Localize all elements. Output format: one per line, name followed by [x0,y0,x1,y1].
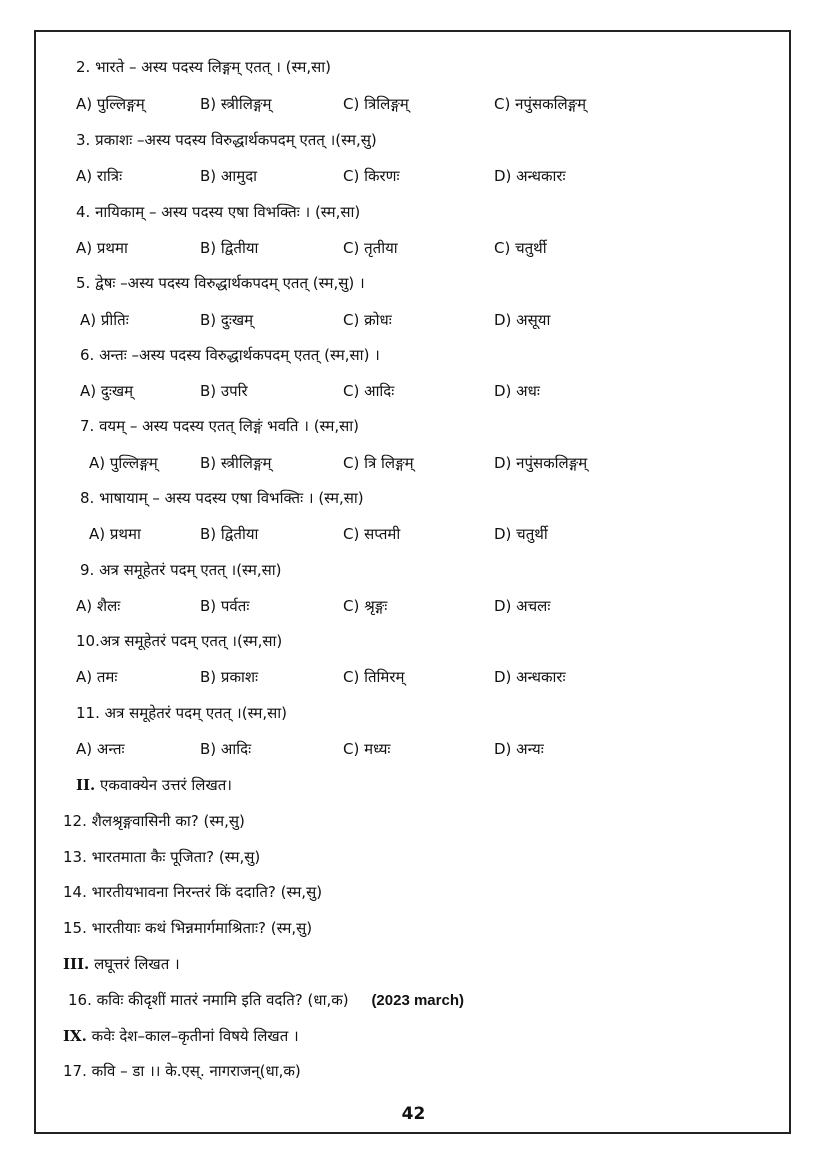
question-10: 10.अत्र समूहेतरं पदम् एतत् ।(स्म,सा) [76,632,283,650]
page-number: 42 [401,1104,426,1124]
q3-option-a: A) रात्रिः [76,167,123,185]
section-2-heading [76,775,232,795]
q9-option-a: A) शैलः [76,597,121,615]
q5-option-c: C) क्रोधः [343,311,392,329]
q8-option-a: A) प्रथमा [89,525,141,543]
q6-option-d: D) अधः [494,382,540,400]
q2-option-b: B) स्त्रीलिङ्गम् [200,95,272,113]
question-3: 3. प्रकाशः –अस्य पदस्य विरुद्धार्थकपदम् एतत् ।(स्म,सु) [76,131,377,149]
q6-option-c: C) आदिः [343,382,395,400]
year-note: (2023 march) [371,992,464,1009]
q7-option-b: B) स्त्रीलिङ्गम् [200,454,272,472]
q2-option-a: A) पुल्लिङ्गम् [76,95,145,113]
q11-option-d: D) अन्यः [494,740,544,758]
q3-option-b: B) आमुदा [200,167,258,185]
q4-option-b: B) द्वितीया [200,239,259,257]
question-6: 6. अन्तः –अस्य पदस्य विरुद्धार्थकपदम् एतत् (स्म,सा) । [80,346,380,364]
q3-option-d: D) अन्धकारः [494,167,566,185]
q8-option-d: D) चतुर्थी [494,525,548,543]
q5-option-b: B) दुःखम् [200,311,254,329]
question-13: 13. भारतमाता कैः पूजिता? (स्म,सु) [63,848,261,866]
q8-option-b: B) द्वितीया [200,525,259,543]
question-12: 12. शैलश्रृङ्गवासिनी का? (स्म,सु) [63,812,245,830]
q4-option-c: C) तृतीया [343,239,398,257]
question-17: 17. कवि – डा ।। के.एस्. नागराजन्(धा,क) [63,1062,301,1080]
q2-option-c: C) त्रिलिङ्गम् [343,95,409,113]
q6-option-b: B) उपरि [200,382,248,400]
section-2-number: II. [76,776,96,794]
section-4-heading [63,1026,299,1046]
q9-option-c: C) श्रृङ्गः [343,597,388,615]
question-4: 4. नायिकाम् – अस्य पदस्य एषा विभक्तिः । (स्म,सा) [76,203,361,221]
q3-option-c: C) किरणः [343,167,400,185]
q11-option-b: B) आदिः [200,740,252,758]
q11-option-a: A) अन्तः [76,740,125,758]
q9-option-d: D) अचलः [494,597,551,615]
q7-option-a: A) पुल्लिङ्गम् [89,454,158,472]
q5-option-d: D) असूया [494,311,551,329]
q2-option-d: C) नपुंसकलिङ्गम् [494,95,587,113]
q7-option-c: C) त्रि लिङ्गम् [343,454,414,472]
q4-option-d: C) चतुर्थी [494,239,547,257]
q11-option-c: C) मध्यः [343,740,391,758]
section-4-instruction: कवेः देश–काल–कृतीनां विषये लिखत । [91,1027,299,1045]
question-16-text: 16. कविः कीदृशीं मातरं नमामि इति वदति? (धा,क) [68,991,349,1009]
q4-option-a: A) प्रथमा [76,239,128,257]
question-7: 7. वयम् – अस्य पदस्य एतत् लिङ्गं भवति । (स्म,सा) [80,417,360,435]
question-14: 14. भारतीयभावना निरन्तरं किं ददाति? (स्म,सु) [63,883,323,901]
question-16 [68,990,464,1011]
q10-option-a: A) तमः [76,668,118,686]
q5-option-a: A) प्रीतिः [80,311,129,329]
section-2-instruction: एकवाक्येन उत्तरं लिखत। [100,776,232,794]
section-3-heading [63,954,180,974]
section-4-number: IX. [63,1027,87,1045]
q9-option-b: B) पर्वतः [200,597,250,615]
q10-option-b: B) प्रकाशः [200,668,259,686]
q6-option-a: A) दुःखम् [80,382,134,400]
question-8: 8. भाषायाम् – अस्य पदस्य एषा विभक्तिः । (स्म,सा) [80,489,364,507]
q10-option-d: D) अन्धकारः [494,668,566,686]
question-11: 11. अत्र समूहेतरं पदम् एतत् ।(स्म,सा) [76,704,288,722]
section-3-number: III. [63,955,90,973]
q7-option-d: D) नपुंसकलिङ्गम् [494,454,588,472]
q8-option-c: C) सप्तमी [343,525,401,543]
q10-option-c: C) तिमिरम् [343,668,405,686]
question-2: 2. भारते – अस्य पदस्य लिङ्गम् एतत् । (स्म,सा) [76,58,331,76]
question-5: 5. द्वेषः –अस्य पदस्य विरुद्धार्थकपदम् एतत् (स्म,सु) । [76,274,365,292]
section-3-instruction: लघूत्तरं लिखत । [94,955,180,973]
question-15: 15. भारतीयाः कथं भिन्नमार्गमाश्रिताः? (स्म,सु) [63,919,313,937]
question-9: 9. अत्र समूहेतरं पदम् एतत् ।(स्म,सा) [80,561,282,579]
